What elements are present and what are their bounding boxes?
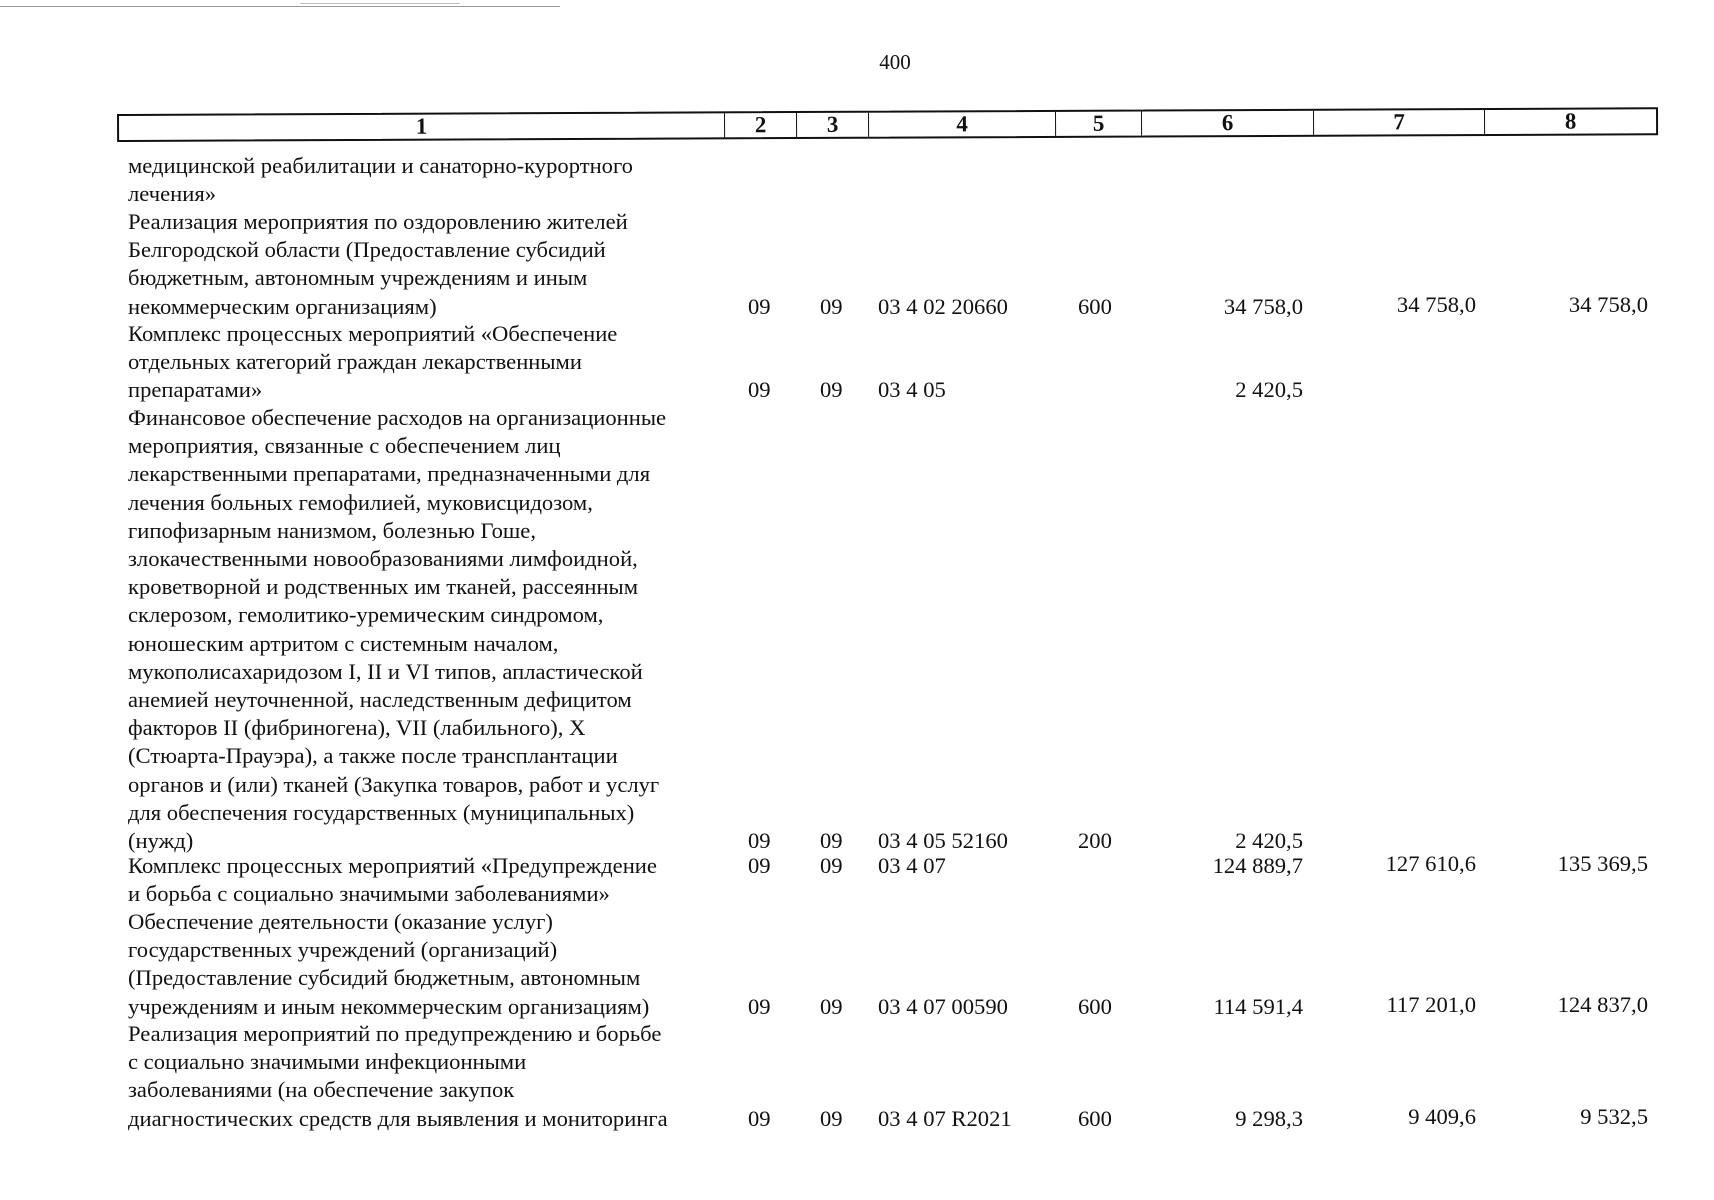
row-description — [128, 320, 712, 405]
description-line: анемией неуточненной, наследственным дефицитом — [128, 687, 632, 713]
description-line: мукополисахаридозом I, II и VI типов, апластической — [128, 658, 643, 684]
description-line: (нужд) — [128, 828, 194, 854]
column-header-6: 6 — [1142, 111, 1314, 136]
cell-c8: 34 758,0 — [1568, 291, 1648, 317]
cell-c7: 117 201,0 — [1386, 991, 1476, 1017]
description-line: факторов II (фибриногена), VII (лабильного), X — [128, 715, 586, 741]
cell-c8: 124 837,0 — [1557, 991, 1648, 1017]
cell-c7: 127 610,6 — [1385, 851, 1476, 877]
cell-c6: 114 591,4 — [1213, 993, 1303, 1019]
description-line: склерозом, гемолитико-уремическим синдромом, — [128, 602, 604, 628]
cell-c5: 600 — [1078, 1105, 1112, 1131]
cell-c8: 9 532,5 — [1580, 1103, 1648, 1129]
description-line: учреждениям и иным некоммерческим организациям) — [128, 993, 650, 1019]
row-description — [128, 852, 712, 908]
description-line: мероприятия, связанные с обеспечением лиц — [128, 433, 561, 459]
cell-c7: 34 758,0 — [1396, 291, 1476, 317]
description-line: юношеским артритом с системным началом, — [128, 630, 559, 656]
description-line: Комплекс процессных мероприятий «Обеспечение — [128, 321, 618, 346]
cell-c6: 2 420,5 — [1235, 828, 1303, 853]
cell-c5: 600 — [1078, 993, 1112, 1019]
description-line: Обеспечение деятельности (оказание услуг) — [128, 909, 553, 934]
column-header-7: 7 — [1314, 110, 1485, 135]
description-line: (Предоставление субсидий бюджетным, автономным — [128, 965, 641, 991]
description-line: некоммерческим организациям) — [128, 293, 437, 319]
cell-c6: 2 420,5 — [1235, 377, 1303, 403]
cell-c3: 09 — [820, 1105, 843, 1131]
cell-c4: 03 4 05 — [878, 377, 946, 403]
cell-c8: 135 369,5 — [1557, 851, 1648, 877]
description-line: для обеспечения государственных (муниципальных) — [128, 799, 635, 825]
cell-c4: 03 4 07 — [878, 853, 946, 879]
row-description — [128, 152, 712, 208]
description-line: отдельных категорий граждан лекарственными — [128, 349, 582, 375]
description-line: препаратами» — [128, 377, 263, 403]
description-line: Белгородской области (Предоставление субсидий — [128, 237, 606, 263]
cell-c7: 9 409,6 — [1408, 1103, 1476, 1129]
description-line: гипофизарным нанизмом, болезнью Гоше, — [128, 517, 536, 543]
column-header-5: 5 — [1056, 112, 1142, 136]
description-line: кроветворной и родственных им тканей, рассеянным — [128, 574, 639, 600]
cell-c4: 03 4 02 20660 — [878, 293, 1008, 319]
cell-c2: 09 — [748, 993, 771, 1019]
description-line: лечения больных гемофилией, муковисцидозом, — [128, 489, 593, 515]
page-number: 400 — [879, 50, 911, 74]
description-line: органов и (или) тканей (Закупка товаров, работ и услуг — [128, 771, 660, 797]
cell-c2: 09 — [748, 828, 771, 853]
cell-c5: 200 — [1078, 828, 1112, 853]
cell-c3: 09 — [820, 293, 843, 319]
description-line: и борьба с социально значимыми заболеваниями» — [128, 881, 610, 907]
cell-c6: 9 298,3 — [1235, 1105, 1303, 1131]
description-line: Финансовое обеспечение расходов на организационные — [128, 405, 667, 430]
column-header-1: 1 — [119, 113, 725, 140]
cell-c5: 600 — [1078, 293, 1112, 319]
row-description — [128, 908, 712, 1021]
cell-c3: 09 — [820, 377, 843, 403]
cell-c2: 09 — [748, 853, 771, 879]
description-line: государственных учреждений (организаций) — [128, 937, 558, 963]
description-line: (Стюарта-Прауэра), а также после трансплантации — [128, 743, 618, 769]
description-line: лечения» — [128, 181, 217, 207]
description-line: диагностических средств для выявления и мониторинга — [128, 1105, 668, 1131]
column-header-2: 2 — [725, 113, 797, 137]
cell-c6: 34 758,0 — [1223, 293, 1303, 319]
cell-c4: 03 4 07 R2021 — [878, 1105, 1012, 1131]
cell-c3: 09 — [820, 853, 843, 879]
description-line: заболеваниями (на обеспечение закупок — [128, 1077, 515, 1103]
description-line: медицинской реабилитации и санаторно-курортного — [128, 153, 633, 178]
column-header-3: 3 — [797, 113, 869, 137]
column-header-8: 8 — [1564, 108, 1577, 134]
cell-c4: 03 4 05 52160 — [878, 828, 1008, 853]
description-line: Реализация мероприятия по оздоровлению жителей — [128, 209, 628, 234]
description-line: Комплекс процессных мероприятий «Предупреждение — [128, 853, 657, 878]
cell-c2: 09 — [748, 293, 771, 319]
cell-c2: 09 — [748, 377, 771, 403]
cell-c4: 03 4 07 00590 — [878, 993, 1008, 1019]
description-line: с социально значимыми инфекционными — [128, 1049, 527, 1075]
column-header-4: 4 — [869, 112, 1056, 137]
row-description — [128, 1020, 712, 1133]
cell-c2: 09 — [748, 1105, 771, 1131]
description-line: бюджетным, автономным учреждениям и иным — [128, 265, 588, 291]
cell-c3: 09 — [820, 993, 843, 1019]
description-line: лекарственными препаратами, предназначенными для — [128, 461, 651, 487]
row-description — [128, 404, 712, 855]
cell-c6: 124 889,7 — [1212, 853, 1303, 879]
description-line: злокачественными новообразованиями лимфоидной, — [128, 546, 638, 572]
description-line: Реализация мероприятий по предупреждению и борьбе — [128, 1021, 662, 1046]
row-description — [128, 208, 712, 321]
cell-c3: 09 — [820, 828, 843, 853]
